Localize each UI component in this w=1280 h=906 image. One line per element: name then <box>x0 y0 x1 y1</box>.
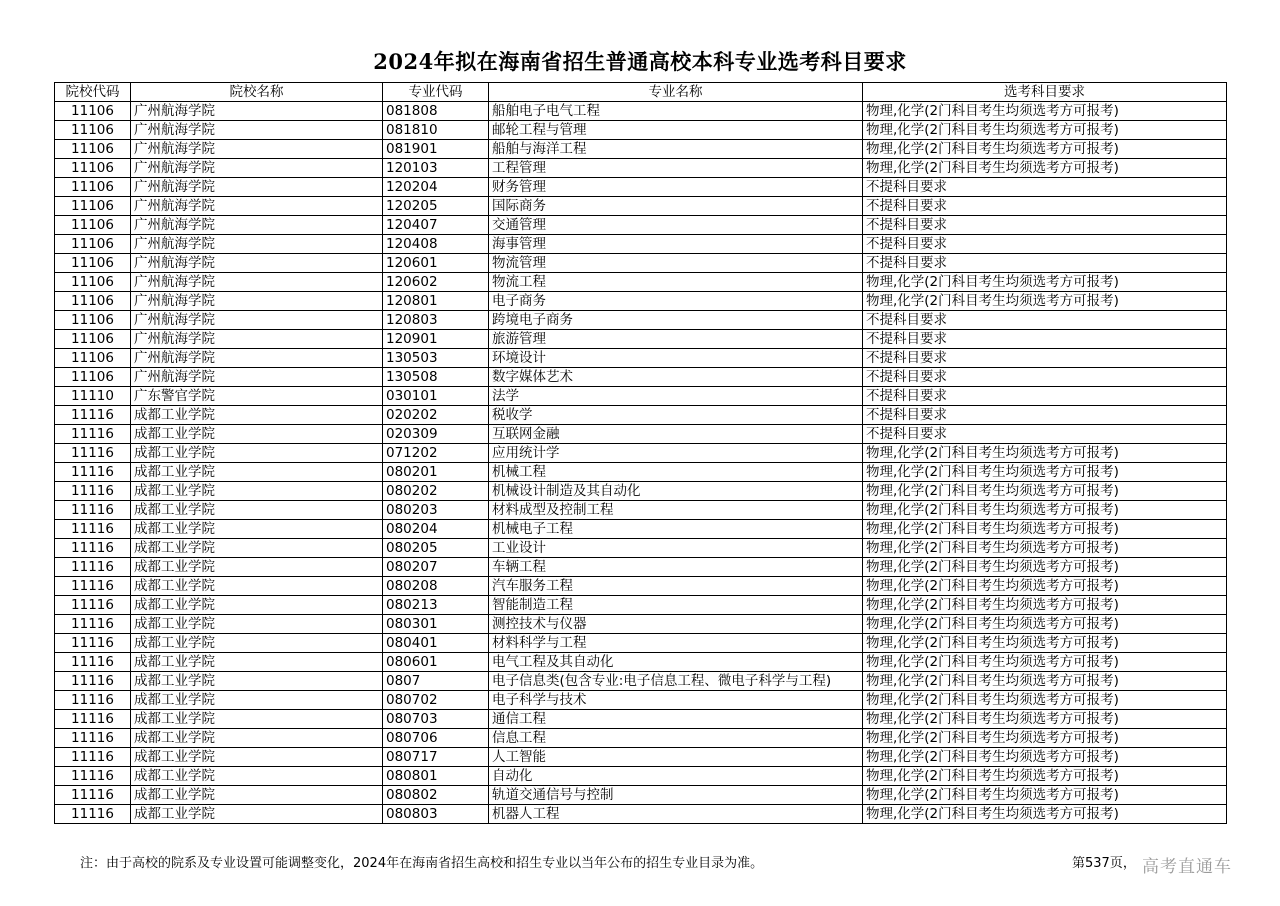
header-school-name: 院校名称 <box>131 83 383 102</box>
cell-subject-requirement: 不提科目要求 <box>863 178 1227 197</box>
table-row <box>55 634 1227 653</box>
table-row <box>55 653 1227 672</box>
cell-school-name: 广州航海学院 <box>131 311 383 330</box>
table-row <box>55 273 1227 292</box>
cell-school-code: 11116 <box>55 615 131 634</box>
table-row <box>55 577 1227 596</box>
cell-major-code: 120408 <box>383 235 489 254</box>
cell-major-code: 130503 <box>383 349 489 368</box>
cell-major-code: 080706 <box>383 729 489 748</box>
cell-school-code: 11116 <box>55 577 131 596</box>
cell-major-code: 080801 <box>383 767 489 786</box>
cell-major-name: 机器人工程 <box>489 805 863 824</box>
cell-major-name: 信息工程 <box>489 729 863 748</box>
cell-school-code: 11116 <box>55 596 131 615</box>
cell-school-name: 广州航海学院 <box>131 254 383 273</box>
cell-school-code: 11106 <box>55 159 131 178</box>
cell-major-name: 测控技术与仪器 <box>489 615 863 634</box>
cell-school-code: 11116 <box>55 425 131 444</box>
cell-school-name: 广州航海学院 <box>131 197 383 216</box>
cell-school-code: 11106 <box>55 254 131 273</box>
cell-subject-requirement: 物理,化学(2门科目考生均须选考方可报考) <box>863 691 1227 710</box>
cell-major-code: 080703 <box>383 710 489 729</box>
table-row <box>55 748 1227 767</box>
page-number: 第537页， <box>1072 856 1136 871</box>
cell-subject-requirement: 不提科目要求 <box>863 406 1227 425</box>
cell-major-name: 物流管理 <box>489 254 863 273</box>
cell-major-name: 船舶电子电气工程 <box>489 102 863 121</box>
cell-school-code: 11106 <box>55 292 131 311</box>
cell-school-name: 成都工业学院 <box>131 729 383 748</box>
cell-school-name: 成都工业学院 <box>131 577 383 596</box>
cell-school-code: 11106 <box>55 235 131 254</box>
cell-major-code: 120205 <box>383 197 489 216</box>
cell-major-name: 机械工程 <box>489 463 863 482</box>
cell-school-name: 广东警官学院 <box>131 387 383 406</box>
requirements-table <box>54 82 1227 824</box>
table-row <box>55 710 1227 729</box>
cell-subject-requirement: 物理,化学(2门科目考生均须选考方可报考) <box>863 501 1227 520</box>
cell-school-code: 11106 <box>55 121 131 140</box>
cell-subject-requirement: 物理,化学(2门科目考生均须选考方可报考) <box>863 273 1227 292</box>
cell-major-name: 旅游管理 <box>489 330 863 349</box>
cell-major-name: 电子商务 <box>489 292 863 311</box>
cell-school-code: 11106 <box>55 178 131 197</box>
cell-school-name: 广州航海学院 <box>131 216 383 235</box>
cell-subject-requirement: 物理,化学(2门科目考生均须选考方可报考) <box>863 596 1227 615</box>
cell-school-name: 成都工业学院 <box>131 691 383 710</box>
table-row <box>55 463 1227 482</box>
table-row <box>55 729 1227 748</box>
table-row <box>55 615 1227 634</box>
cell-major-code: 120803 <box>383 311 489 330</box>
cell-subject-requirement: 物理,化学(2门科目考生均须选考方可报考) <box>863 615 1227 634</box>
cell-subject-requirement: 不提科目要求 <box>863 387 1227 406</box>
cell-school-name: 成都工业学院 <box>131 406 383 425</box>
cell-major-name: 跨境电子商务 <box>489 311 863 330</box>
cell-school-code: 11106 <box>55 216 131 235</box>
cell-major-name: 船舶与海洋工程 <box>489 140 863 159</box>
cell-major-code: 120601 <box>383 254 489 273</box>
cell-major-code: 080717 <box>383 748 489 767</box>
cell-school-code: 11116 <box>55 672 131 691</box>
table-row <box>55 292 1227 311</box>
cell-major-name: 材料科学与工程 <box>489 634 863 653</box>
cell-school-name: 成都工业学院 <box>131 482 383 501</box>
cell-school-name: 广州航海学院 <box>131 273 383 292</box>
cell-major-code: 020309 <box>383 425 489 444</box>
cell-major-code: 030101 <box>383 387 489 406</box>
table-row <box>55 406 1227 425</box>
cell-major-code: 080201 <box>383 463 489 482</box>
table-row <box>55 539 1227 558</box>
cell-school-name: 成都工业学院 <box>131 805 383 824</box>
cell-subject-requirement: 物理,化学(2门科目考生均须选考方可报考) <box>863 710 1227 729</box>
cell-school-code: 11116 <box>55 539 131 558</box>
table-row <box>55 520 1227 539</box>
cell-major-name: 智能制造工程 <box>489 596 863 615</box>
cell-school-code: 11116 <box>55 482 131 501</box>
cell-major-code: 080601 <box>383 653 489 672</box>
table-row <box>55 235 1227 254</box>
cell-school-code: 11110 <box>55 387 131 406</box>
header-school-code: 院校代码 <box>55 83 131 102</box>
cell-school-name: 成都工业学院 <box>131 558 383 577</box>
cell-subject-requirement: 物理,化学(2门科目考生均须选考方可报考) <box>863 463 1227 482</box>
cell-major-name: 自动化 <box>489 767 863 786</box>
cell-major-code: 080207 <box>383 558 489 577</box>
cell-school-name: 成都工业学院 <box>131 634 383 653</box>
cell-school-code: 11116 <box>55 558 131 577</box>
cell-major-code: 020202 <box>383 406 489 425</box>
cell-major-code: 120602 <box>383 273 489 292</box>
cell-school-code: 11116 <box>55 653 131 672</box>
cell-school-name: 成都工业学院 <box>131 615 383 634</box>
cell-major-name: 应用统计学 <box>489 444 863 463</box>
table-header-row <box>55 83 1227 102</box>
cell-school-name: 成都工业学院 <box>131 748 383 767</box>
cell-subject-requirement: 物理,化学(2门科目考生均须选考方可报考) <box>863 805 1227 824</box>
cell-school-code: 11116 <box>55 729 131 748</box>
cell-major-name: 车辆工程 <box>489 558 863 577</box>
cell-school-code: 11116 <box>55 406 131 425</box>
cell-school-name: 广州航海学院 <box>131 178 383 197</box>
cell-major-code: 081808 <box>383 102 489 121</box>
cell-major-name: 汽车服务工程 <box>489 577 863 596</box>
cell-school-name: 广州航海学院 <box>131 292 383 311</box>
cell-major-code: 080802 <box>383 786 489 805</box>
table-row <box>55 767 1227 786</box>
cell-major-code: 080301 <box>383 615 489 634</box>
cell-school-name: 广州航海学院 <box>131 140 383 159</box>
cell-major-name: 工程管理 <box>489 159 863 178</box>
cell-school-name: 成都工业学院 <box>131 672 383 691</box>
cell-school-code: 11116 <box>55 767 131 786</box>
watermark: 高考直通车 <box>1142 857 1232 877</box>
cell-major-code: 0807 <box>383 672 489 691</box>
cell-major-code: 080205 <box>383 539 489 558</box>
cell-major-name: 财务管理 <box>489 178 863 197</box>
cell-school-code: 11116 <box>55 444 131 463</box>
table-row <box>55 140 1227 159</box>
cell-school-name: 成都工业学院 <box>131 653 383 672</box>
cell-major-code: 080803 <box>383 805 489 824</box>
cell-subject-requirement: 不提科目要求 <box>863 311 1227 330</box>
cell-subject-requirement: 物理,化学(2门科目考生均须选考方可报考) <box>863 121 1227 140</box>
cell-subject-requirement: 物理,化学(2门科目考生均须选考方可报考) <box>863 672 1227 691</box>
cell-subject-requirement: 不提科目要求 <box>863 254 1227 273</box>
cell-major-name: 人工智能 <box>489 748 863 767</box>
cell-school-code: 11116 <box>55 520 131 539</box>
cell-subject-requirement: 物理,化学(2门科目考生均须选考方可报考) <box>863 729 1227 748</box>
cell-major-code: 080401 <box>383 634 489 653</box>
cell-major-name: 环境设计 <box>489 349 863 368</box>
cell-major-name: 机械电子工程 <box>489 520 863 539</box>
cell-school-name: 成都工业学院 <box>131 463 383 482</box>
cell-school-code: 11106 <box>55 349 131 368</box>
table-row <box>55 121 1227 140</box>
cell-subject-requirement: 物理,化学(2门科目考生均须选考方可报考) <box>863 539 1227 558</box>
cell-school-name: 成都工业学院 <box>131 425 383 444</box>
cell-major-name: 国际商务 <box>489 197 863 216</box>
cell-major-code: 120801 <box>383 292 489 311</box>
cell-major-name: 电子科学与技术 <box>489 691 863 710</box>
cell-school-name: 广州航海学院 <box>131 102 383 121</box>
cell-school-name: 成都工业学院 <box>131 520 383 539</box>
table-row <box>55 691 1227 710</box>
cell-subject-requirement: 物理,化学(2门科目考生均须选考方可报考) <box>863 292 1227 311</box>
footnote: 注：由于高校的院系及专业设置可能调整变化，2024年在海南省招生高校和招生专业以当年公布的招生专业目录为准。 <box>80 856 764 871</box>
cell-school-code: 11106 <box>55 368 131 387</box>
cell-subject-requirement: 物理,化学(2门科目考生均须选考方可报考) <box>863 767 1227 786</box>
cell-subject-requirement: 不提科目要求 <box>863 368 1227 387</box>
table-row <box>55 330 1227 349</box>
cell-subject-requirement: 不提科目要求 <box>863 235 1227 254</box>
cell-major-name: 通信工程 <box>489 710 863 729</box>
cell-major-code: 120204 <box>383 178 489 197</box>
cell-major-name: 电气工程及其自动化 <box>489 653 863 672</box>
cell-major-name: 互联网金融 <box>489 425 863 444</box>
table-row <box>55 444 1227 463</box>
cell-school-name: 广州航海学院 <box>131 159 383 178</box>
cell-major-name: 法学 <box>489 387 863 406</box>
table-row <box>55 482 1227 501</box>
cell-major-code: 120901 <box>383 330 489 349</box>
cell-major-code: 080208 <box>383 577 489 596</box>
cell-major-code: 120103 <box>383 159 489 178</box>
cell-school-name: 成都工业学院 <box>131 786 383 805</box>
cell-major-name: 海事管理 <box>489 235 863 254</box>
table-row <box>55 102 1227 121</box>
cell-subject-requirement: 物理,化学(2门科目考生均须选考方可报考) <box>863 102 1227 121</box>
cell-school-code: 11106 <box>55 311 131 330</box>
cell-major-name: 邮轮工程与管理 <box>489 121 863 140</box>
cell-major-name: 轨道交通信号与控制 <box>489 786 863 805</box>
cell-major-name: 税收学 <box>489 406 863 425</box>
cell-subject-requirement: 不提科目要求 <box>863 349 1227 368</box>
cell-subject-requirement: 物理,化学(2门科目考生均须选考方可报考) <box>863 558 1227 577</box>
header-major-name: 专业名称 <box>489 83 863 102</box>
cell-school-code: 11116 <box>55 805 131 824</box>
table-row <box>55 216 1227 235</box>
cell-subject-requirement: 不提科目要求 <box>863 197 1227 216</box>
cell-major-code: 130508 <box>383 368 489 387</box>
cell-subject-requirement: 物理,化学(2门科目考生均须选考方可报考) <box>863 653 1227 672</box>
cell-school-code: 11106 <box>55 330 131 349</box>
cell-major-name: 物流工程 <box>489 273 863 292</box>
cell-major-name: 电子信息类(包含专业:电子信息工程、微电子科学与工程) <box>489 672 863 691</box>
cell-major-code: 080203 <box>383 501 489 520</box>
cell-school-name: 成都工业学院 <box>131 444 383 463</box>
cell-subject-requirement: 不提科目要求 <box>863 425 1227 444</box>
table-row <box>55 349 1227 368</box>
table-row <box>55 387 1227 406</box>
cell-subject-requirement: 不提科目要求 <box>863 330 1227 349</box>
cell-major-code: 120407 <box>383 216 489 235</box>
table-row <box>55 254 1227 273</box>
cell-major-code: 081810 <box>383 121 489 140</box>
cell-subject-requirement: 物理,化学(2门科目考生均须选考方可报考) <box>863 482 1227 501</box>
cell-school-name: 广州航海学院 <box>131 235 383 254</box>
cell-major-name: 交通管理 <box>489 216 863 235</box>
cell-subject-requirement: 物理,化学(2门科目考生均须选考方可报考) <box>863 520 1227 539</box>
cell-school-code: 11116 <box>55 634 131 653</box>
table-row <box>55 805 1227 824</box>
table-row <box>55 425 1227 444</box>
table-row <box>55 501 1227 520</box>
cell-major-code: 080202 <box>383 482 489 501</box>
cell-school-code: 11116 <box>55 748 131 767</box>
cell-major-code: 080204 <box>383 520 489 539</box>
cell-major-code: 080702 <box>383 691 489 710</box>
cell-major-name: 数字媒体艺术 <box>489 368 863 387</box>
cell-subject-requirement: 物理,化学(2门科目考生均须选考方可报考) <box>863 748 1227 767</box>
table-row <box>55 197 1227 216</box>
cell-subject-requirement: 物理,化学(2门科目考生均须选考方可报考) <box>863 634 1227 653</box>
header-major-code: 专业代码 <box>383 83 489 102</box>
cell-major-code: 081901 <box>383 140 489 159</box>
cell-school-name: 成都工业学院 <box>131 501 383 520</box>
table-row <box>55 368 1227 387</box>
cell-school-name: 成都工业学院 <box>131 596 383 615</box>
cell-school-code: 11116 <box>55 691 131 710</box>
header-subject-requirement: 选考科目要求 <box>863 83 1227 102</box>
cell-major-code: 071202 <box>383 444 489 463</box>
cell-school-name: 广州航海学院 <box>131 121 383 140</box>
cell-school-name: 广州航海学院 <box>131 330 383 349</box>
cell-major-name: 材料成型及控制工程 <box>489 501 863 520</box>
cell-school-code: 11116 <box>55 463 131 482</box>
cell-school-code: 11116 <box>55 501 131 520</box>
table-row <box>55 596 1227 615</box>
cell-school-name: 成都工业学院 <box>131 710 383 729</box>
table-row <box>55 159 1227 178</box>
cell-subject-requirement: 物理,化学(2门科目考生均须选考方可报考) <box>863 159 1227 178</box>
cell-school-name: 广州航海学院 <box>131 368 383 387</box>
cell-major-name: 机械设计制造及其自动化 <box>489 482 863 501</box>
cell-major-code: 080213 <box>383 596 489 615</box>
cell-school-name: 成都工业学院 <box>131 767 383 786</box>
cell-subject-requirement: 物理,化学(2门科目考生均须选考方可报考) <box>863 786 1227 805</box>
cell-major-name: 工业设计 <box>489 539 863 558</box>
cell-subject-requirement: 物理,化学(2门科目考生均须选考方可报考) <box>863 577 1227 596</box>
cell-school-code: 11106 <box>55 102 131 121</box>
table-row <box>55 178 1227 197</box>
page-title: 2024年拟在海南省招生普通高校本科专业选考科目要求 <box>373 49 907 74</box>
cell-school-code: 11116 <box>55 786 131 805</box>
cell-school-name: 广州航海学院 <box>131 349 383 368</box>
cell-school-code: 11106 <box>55 273 131 292</box>
table-row <box>55 558 1227 577</box>
table-row <box>55 311 1227 330</box>
table-row <box>55 786 1227 805</box>
cell-school-code: 11106 <box>55 197 131 216</box>
cell-school-name: 成都工业学院 <box>131 539 383 558</box>
cell-subject-requirement: 物理,化学(2门科目考生均须选考方可报考) <box>863 140 1227 159</box>
cell-school-code: 11106 <box>55 140 131 159</box>
cell-subject-requirement: 物理,化学(2门科目考生均须选考方可报考) <box>863 444 1227 463</box>
table-row <box>55 672 1227 691</box>
cell-school-code: 11116 <box>55 710 131 729</box>
cell-subject-requirement: 不提科目要求 <box>863 216 1227 235</box>
